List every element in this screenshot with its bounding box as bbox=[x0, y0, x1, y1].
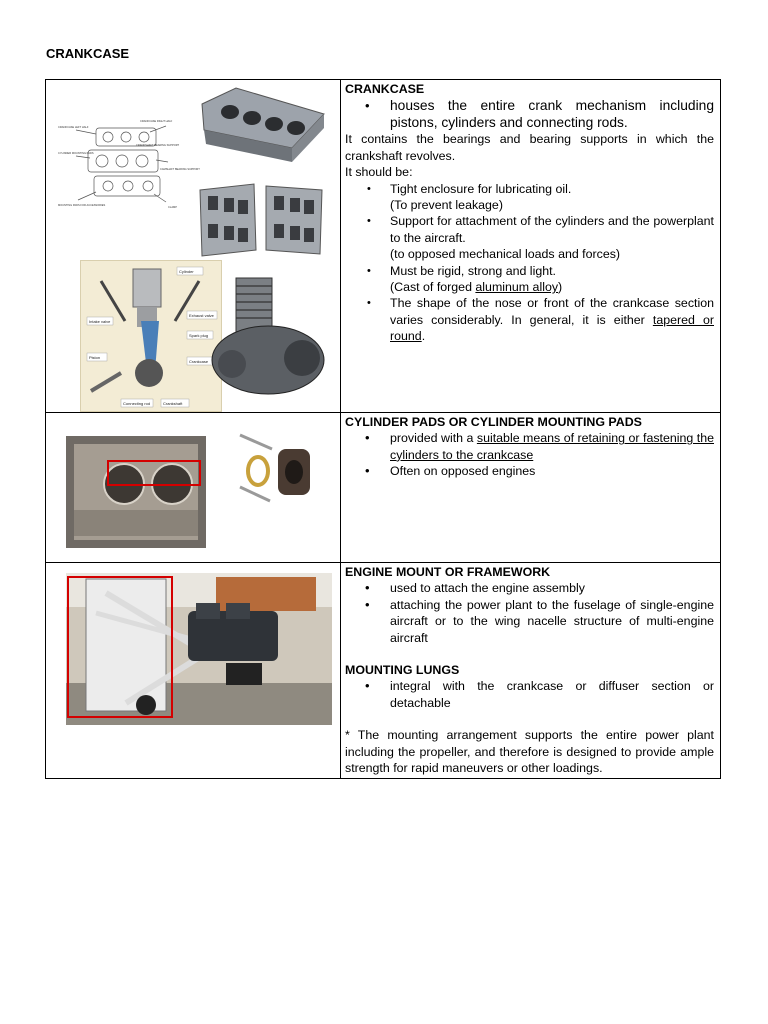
list-item-text: provided with a bbox=[390, 431, 477, 446]
cylinder-pads-row bbox=[46, 413, 721, 563]
list-item bbox=[345, 295, 714, 344]
cutaway-label: Piston bbox=[89, 355, 101, 360]
list-item bbox=[345, 181, 714, 214]
list-item-text: The shape of the nose or front of the crankcase section varies considerably. In general, it is either bbox=[390, 296, 714, 327]
cutaway-label: Crankcase bbox=[189, 359, 209, 364]
list-item: • Often on opposed engines bbox=[345, 463, 714, 479]
crankcase-paragraph-1: It contains the bearings and bearing supports in which the crankshaft revolves. bbox=[345, 132, 714, 163]
list-item-note: (to opposed mechanical loads and forces) bbox=[390, 247, 621, 262]
mounting-note: * The mounting arrangement supports the entire power plant including the propeller, and therefore is designed to provide ample strength for rapid maneuvers or other loadings. bbox=[345, 728, 714, 776]
underlined-term: tapered or round bbox=[390, 312, 714, 344]
list-item bbox=[345, 213, 714, 262]
crankcase-exploded-diagram bbox=[56, 116, 200, 216]
engine-mount-images bbox=[46, 563, 341, 779]
list-item-text: Tight enclosure for lubricating oil. bbox=[390, 181, 572, 196]
list-item-note: ) bbox=[558, 280, 563, 295]
mounting-lungs-list bbox=[345, 678, 714, 711]
engine-mount-photo bbox=[66, 573, 332, 725]
cutaway-label: Cylinder bbox=[179, 269, 194, 274]
list-item bbox=[345, 430, 714, 463]
engine-mount-list bbox=[345, 580, 714, 646]
crankcase-requirements-list bbox=[345, 181, 714, 345]
diagram-label: CAMSHAFT BEARING SUPPORT bbox=[160, 168, 200, 171]
engine-mount-heading: ENGINE MOUNT OR FRAMEWORK bbox=[345, 565, 551, 579]
cutaway-label: Connecting rod bbox=[123, 401, 151, 406]
diagram-label: CRANKCASE RIGHT HALF bbox=[140, 120, 173, 123]
crankcase-block-image bbox=[196, 84, 326, 166]
diagram-label: CLAMP bbox=[168, 206, 177, 209]
diagram-label: CRANKCASE LEFT HALF bbox=[58, 126, 89, 129]
list-item-text: Support for attachment of the cylinders and the powerplant to the aircraft. bbox=[390, 214, 714, 245]
engine-assembly-image bbox=[206, 268, 330, 402]
engine-mount-row bbox=[46, 563, 721, 779]
spacer bbox=[345, 646, 714, 662]
cylinder-pads-heading: CYLINDER PADS OR CYLINDER MOUNTING PADS bbox=[345, 415, 642, 429]
cylinder-fasteners-image bbox=[236, 431, 316, 517]
underlined-term: suitable means of retaining or fastening the cylinders to the crankcase bbox=[390, 431, 714, 462]
diagram-label: CYLINDER MOUNTING PADS bbox=[58, 152, 94, 155]
list-item bbox=[345, 263, 714, 296]
diagram-label: CRANKSHAFT BEARING SUPPORT bbox=[136, 144, 180, 147]
crankcase-main-list bbox=[345, 97, 714, 131]
cylinder-pads-photo bbox=[66, 436, 206, 548]
cylinder-pads-list bbox=[345, 430, 714, 479]
mounting-lungs-heading: MOUNTING LUNGS bbox=[345, 663, 460, 678]
list-item: • attaching the power plant to the fuselage of single-engine aircraft or to the wing nacelle structure of multi-engine aircraft bbox=[345, 597, 714, 646]
cutaway-label: Crankshaft bbox=[163, 401, 183, 406]
list-item-text: . bbox=[421, 329, 426, 344]
list-item: • integral with the crankcase or diffuser section or detachable bbox=[345, 678, 714, 711]
cylinder-pads-description bbox=[341, 413, 721, 563]
crankcase-row bbox=[46, 80, 721, 413]
crankcase-heading: CRANKCASE bbox=[345, 82, 425, 96]
engine-cutaway-diagram bbox=[80, 260, 222, 412]
cutaway-label: Spark plug bbox=[189, 333, 209, 338]
underlined-term: aluminum alloy bbox=[475, 280, 559, 295]
crankcase-description bbox=[341, 80, 721, 413]
document-title: CRANKCASE bbox=[46, 46, 130, 61]
spacer bbox=[345, 711, 714, 727]
content-table bbox=[45, 79, 721, 779]
crankcase-halves-image bbox=[196, 180, 326, 260]
list-item: • used to attach the engine assembly bbox=[345, 580, 714, 596]
crankcase-paragraph-2: It should be: bbox=[345, 165, 413, 180]
crankcase-main-bullet: • houses the entire crank mechanism including pistons, cylinders and connecting rods. bbox=[345, 97, 714, 131]
cutaway-label: Intake valve bbox=[89, 319, 111, 324]
list-item-note: (To prevent leakage) bbox=[390, 198, 503, 213]
crankcase-images bbox=[46, 80, 341, 413]
cylinder-pads-images bbox=[46, 413, 341, 563]
list-item-text: Must be rigid, strong and light. bbox=[390, 263, 556, 278]
diagram-label: MOUNTING PADS FOR ACCESSORIES bbox=[58, 204, 106, 207]
list-item-note: (Cast of forged bbox=[390, 280, 476, 295]
cutaway-label: Exhaust valve bbox=[189, 313, 214, 318]
engine-mount-description bbox=[341, 563, 721, 779]
